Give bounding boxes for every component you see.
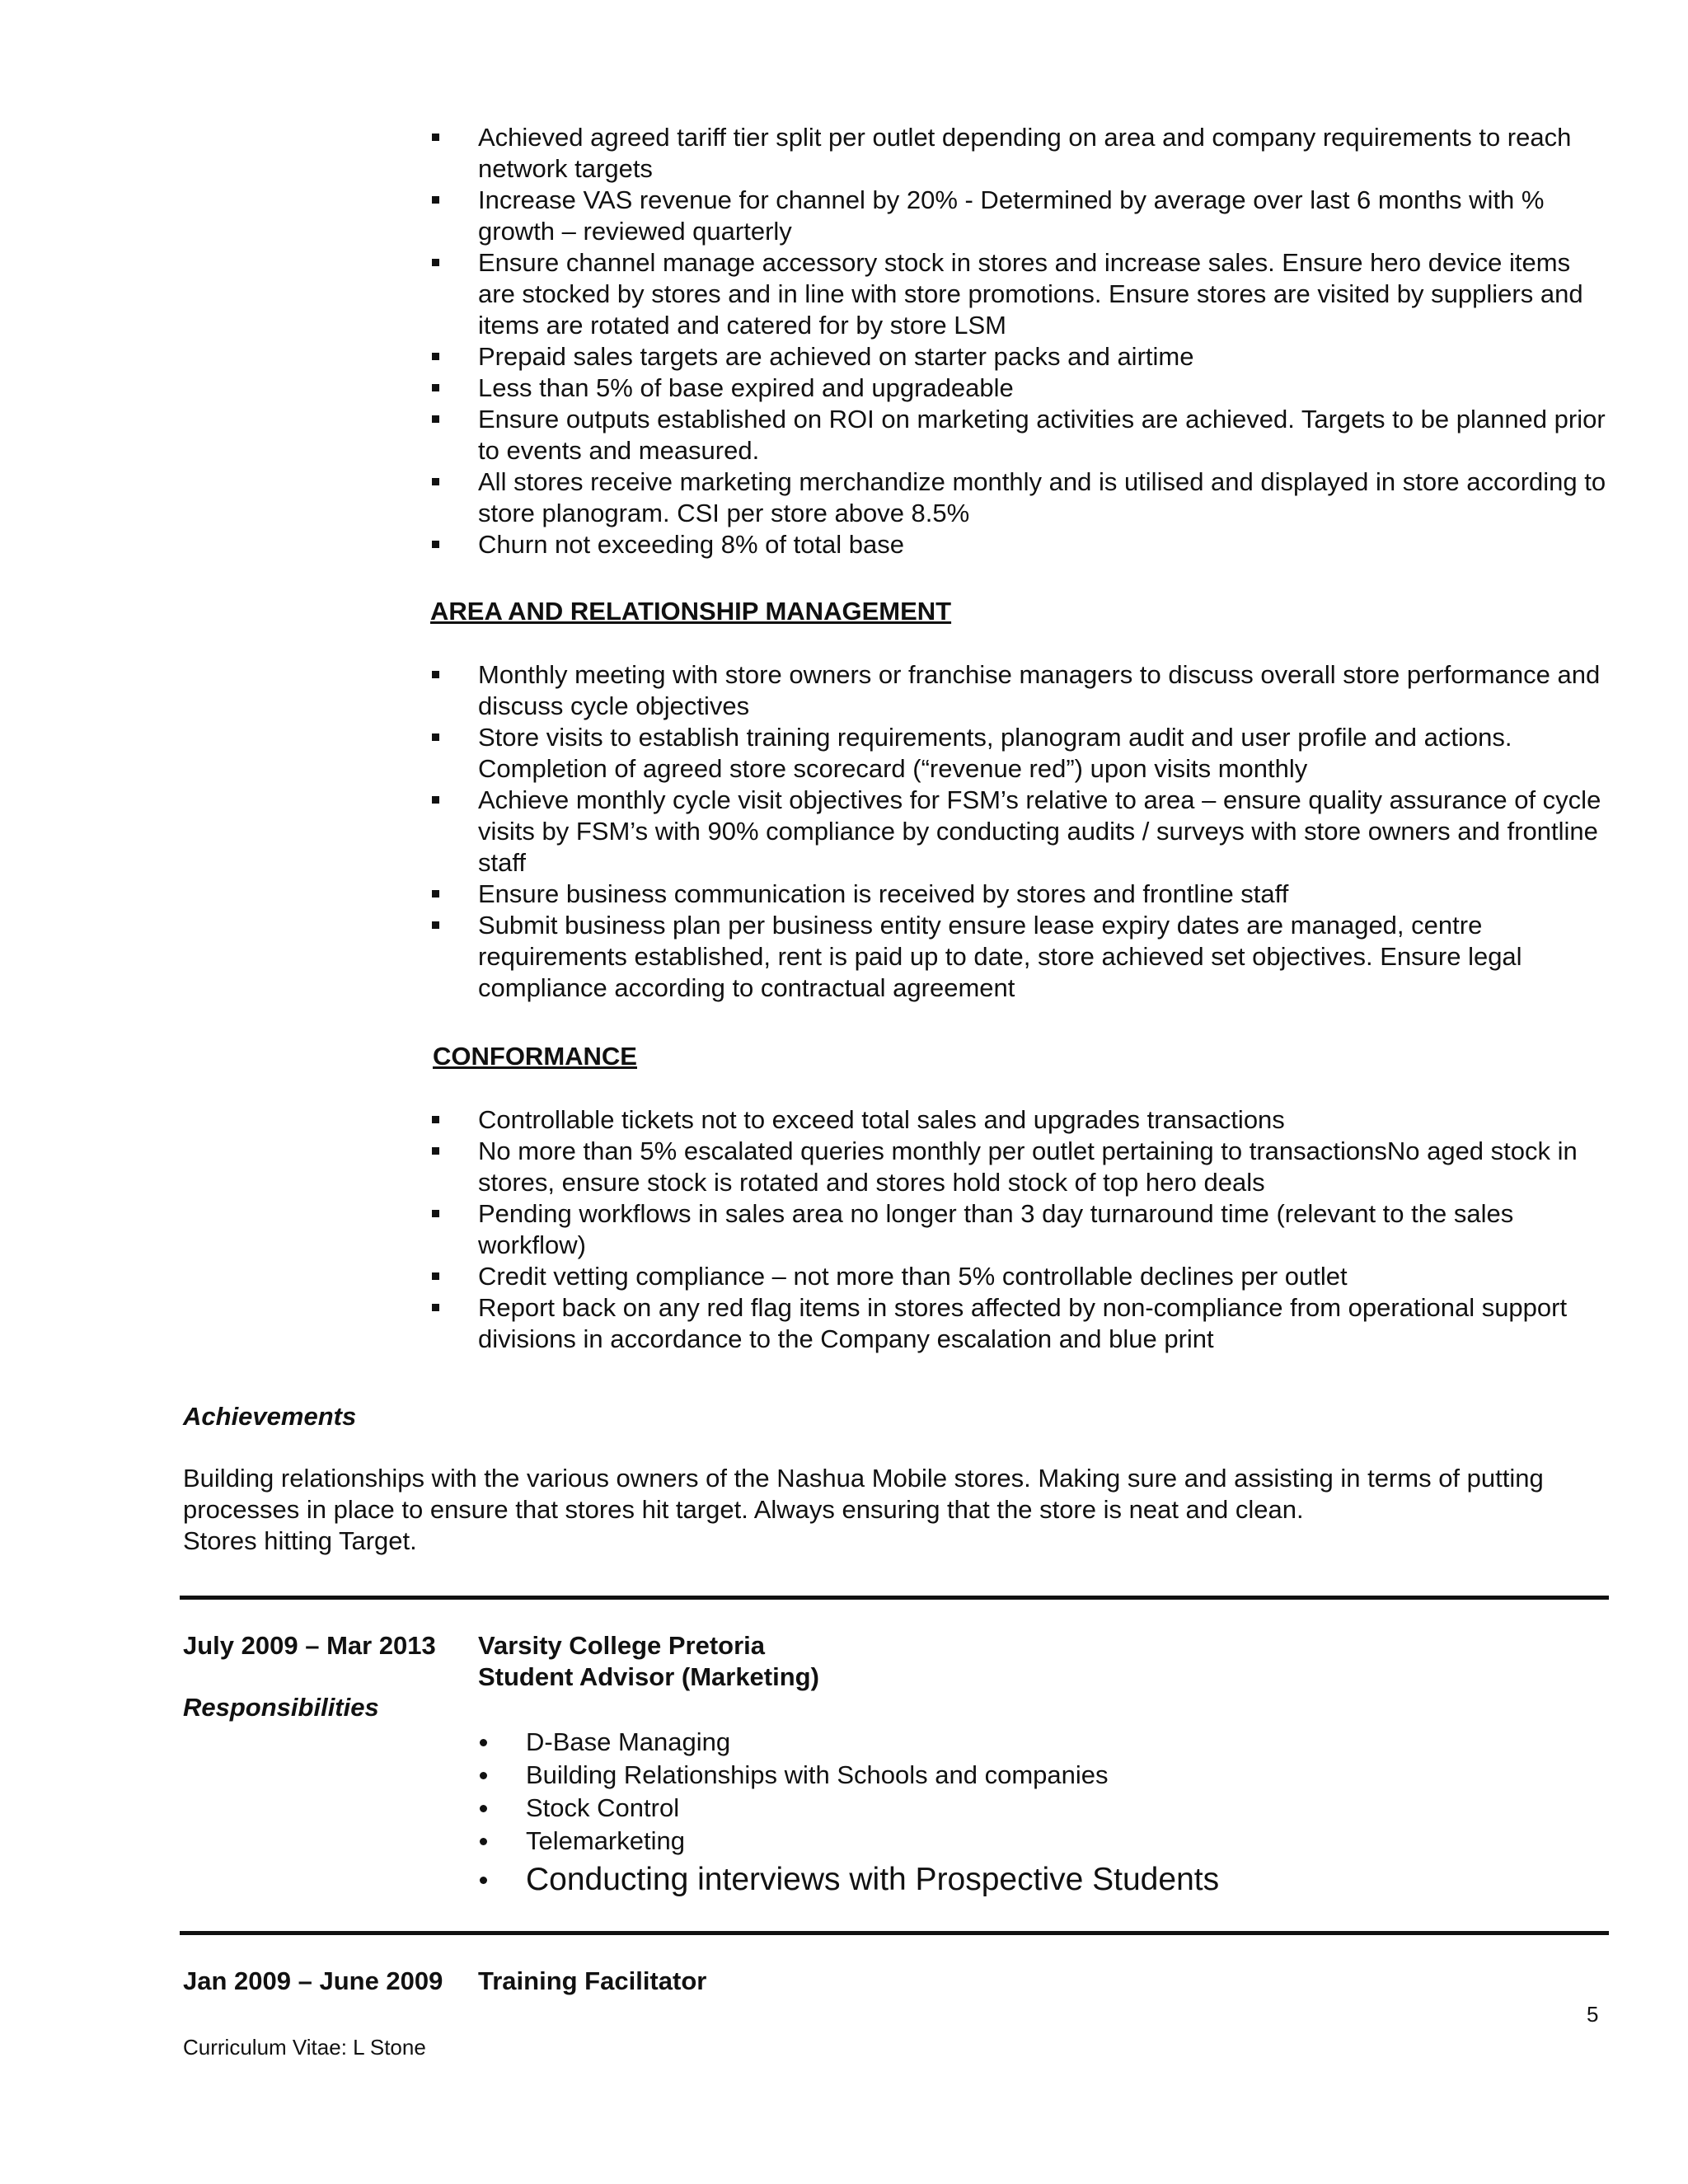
job-role: Training Facilitator [478, 1966, 707, 1995]
list-item: Credit vetting compliance – not more than 5% controllable declines per outlet [429, 1261, 1607, 1292]
list-item: Prepaid sales targets are achieved on starter packs and airtime [429, 341, 1607, 373]
list-item: Store visits to establish training requirements, planogram audit and user profile and actions. Completion of agreed store scorecard (“revenue red”) upon visits monthly [429, 722, 1607, 785]
list-item: Pending workflows in sales area no longer than 3 day turnaround time (relevant to the sales workflow) [429, 1198, 1607, 1261]
list-item: Submit business plan per business entity ensure lease expiry dates are managed, centre requirements established, rent is paid up to date, store achieved set objectives. Ensure legal compliance according to contractual agreement [429, 910, 1607, 1004]
area-section [429, 659, 1607, 1004]
section-divider [180, 1931, 1609, 1935]
page-number: 5 [1587, 2002, 1599, 2027]
list-item: Ensure business communication is received by stores and frontline staff [429, 879, 1607, 910]
list-item: No more than 5% escalated queries monthly per outlet pertaining to transactionsNo aged stock in stores, ensure stock is rotated and stores hold stock of top hero deals [429, 1136, 1607, 1198]
section-divider [180, 1596, 1609, 1600]
list-item: Building Relationships with Schools and companies [476, 1760, 1606, 1791]
job-dates: Jan 2009 – June 2009 [183, 1966, 443, 1995]
job-dates: July 2009 – Mar 2013 [183, 1631, 436, 1660]
list-item: Report back on any red flag items in stores affected by non-compliance from operational support divisions in accordance to the Company escalation and blue print [429, 1292, 1607, 1355]
achievements-text-2: Stores hitting Target. [183, 1526, 417, 1555]
responsibilities-label: Responsibilities [183, 1693, 379, 1722]
varsity-bullet-list [476, 1727, 1606, 1900]
top-bullet-list [429, 122, 1607, 560]
list-item: Monthly meeting with store owners or franchise managers to discuss overall store performance and discuss cycle objectives [429, 659, 1607, 722]
list-item: Achieved agreed tariff tier split per outlet depending on area and company requirements to reach network targets [429, 122, 1607, 185]
list-item: Stock Control [476, 1793, 1606, 1824]
achievements-text: Building relationships with the various owners of the Nashua Mobile stores. Making sure and assisting in terms of putting processes in place to ensure that stores hit target. Always ensuring that the store is neat and clean. [183, 1464, 1544, 1524]
list-item: D-Base Managing [476, 1727, 1606, 1758]
footer-text: Curriculum Vitae: L Stone [183, 2035, 426, 2060]
top-responsibilities [429, 122, 1607, 560]
area-bullet-list [429, 659, 1607, 1004]
conformance-section [429, 1104, 1607, 1355]
list-item: Conducting interviews with Prospective Students [476, 1860, 1606, 1900]
list-item: Telemarketing [476, 1825, 1606, 1857]
area-section-heading: AREA AND RELATIONSHIP MANAGEMENT [430, 597, 952, 626]
list-item: All stores receive marketing merchandize monthly and is utilised and displayed in store according to store planogram. CSI per store above 8.5% [429, 466, 1607, 529]
varsity-responsibilities [476, 1727, 1606, 1901]
list-item: Ensure outputs established on ROI on marketing activities are achieved. Targets to be planned prior to events and measured. [429, 404, 1607, 466]
conformance-bullet-list [429, 1104, 1607, 1355]
list-item: Ensure channel manage accessory stock in stores and increase sales. Ensure hero device items are stocked by stores and in line with store promotions. Ensure stores are visited by suppliers and items are rotated and catered for by store LSM [429, 247, 1607, 341]
conformance-section-heading: CONFORMANCE [433, 1042, 637, 1071]
list-item: Increase VAS revenue for channel by 20% - Determined by average over last 6 months with % growth – reviewed quarterly [429, 185, 1607, 247]
list-item: Achieve monthly cycle visit objectives for FSM’s relative to area – ensure quality assurance of cycle visits by FSM’s with 90% compliance by conducting audits / surveys with store owners and frontline staff [429, 785, 1607, 879]
list-item: Controllable tickets not to exceed total sales and upgrades transactions [429, 1104, 1607, 1136]
job-role: Student Advisor (Marketing) [478, 1662, 819, 1691]
list-item: Churn not exceeding 8% of total base [429, 529, 1607, 560]
achievements-heading: Achievements [183, 1402, 357, 1431]
achievements-body [183, 1463, 1609, 1557]
list-item: Less than 5% of base expired and upgradeable [429, 373, 1607, 404]
job-company: Varsity College Pretoria [478, 1631, 766, 1660]
